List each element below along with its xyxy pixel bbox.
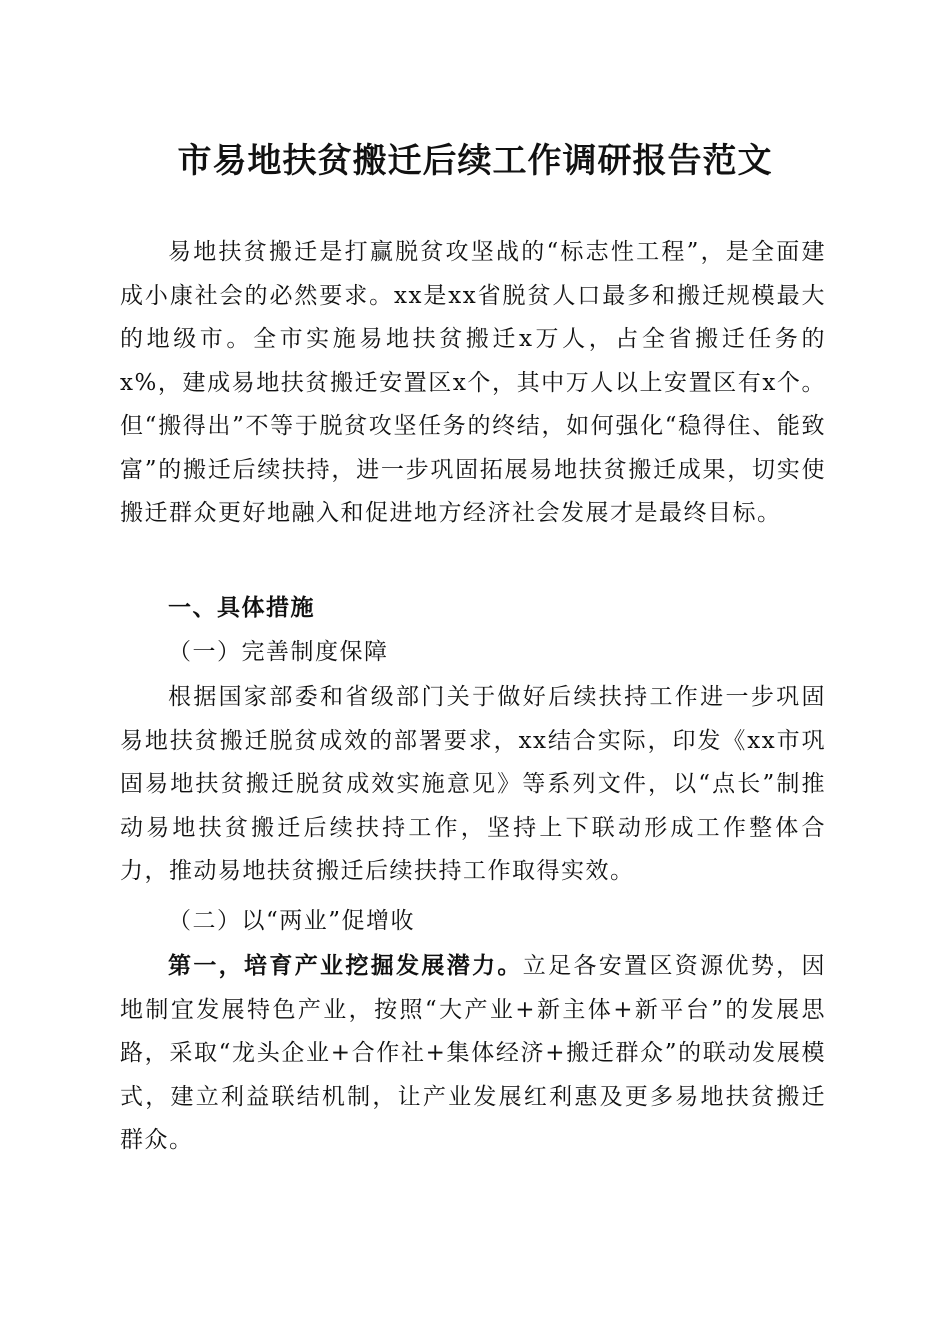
intro-paragraph: 易地扶贫搬迁是打赢脱贫攻坚战的“标志性工程”，是全面建成小康社会的必然要求。xx是xx省脱贫人口最多和搬迁规模最大的地级市。全市实施易地扶贫搬迁x万人，占全省搬迁任务的x%，建成易地扶贫搬迁安置区x个，其中万人以上安置区有x个。但“搬得出”不等于脱贫攻坚任务的终结，如何强化“稳得住、能致富”的搬迁后续扶持，进一步巩固拓展易地扶贫搬迁成果，切实使搬迁群众更好地融入和促进地方经济社会发展才是最终目标。 bbox=[120, 239, 826, 526]
institution-paragraph: 根据国家部委和省级部门关于做好后续扶持工作进一步巩固易地扶贫搬迁脱贫成效的部署要求，xx结合实际，印发《xx市巩固易地扶贫搬迁脱贫成效实施意见》等系列文件，以“点长”制推动易地扶贫搬迁后续扶持工作，坚持上下联动形成工作整体合力，推动易地扶贫搬迁后续扶持工作取得实效。 bbox=[120, 684, 826, 884]
section-heading-measures: 一、具体措施 bbox=[168, 594, 315, 621]
subsection-heading-income: （二）以“两业”促增收 bbox=[168, 908, 416, 934]
industry-paragraph bbox=[120, 944, 826, 1163]
document-title: 市易地扶贫搬迁后续工作调研报告范文 bbox=[177, 141, 773, 181]
subsection-heading-institution: （一）完善制度保障 bbox=[168, 639, 389, 665]
industry-paragraph-body: 立足各安置区资源优势，因地制宜发展特色产业，按照“大产业+新主体+新平台”的发展思路，采取“龙头企业+合作社+集体经济+搬迁群众”的联动发展模式，建立利益联结机制，让产业发展红利惠及更多易地扶贫搬迁群众。 bbox=[120, 953, 827, 1153]
industry-paragraph-lead: 第一，培育产业挖掘发展潜力。 bbox=[168, 952, 523, 979]
